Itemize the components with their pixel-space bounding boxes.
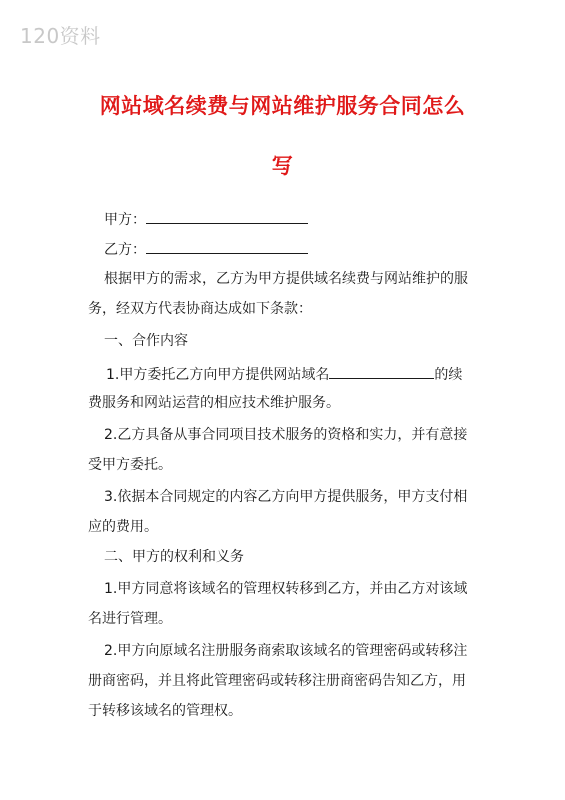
section2-heading: 二、甲方的权利和义务	[104, 549, 244, 565]
item1-2-line2: 受甲方委托。	[88, 457, 172, 473]
item1-1-suffix: 的续	[434, 367, 463, 383]
item1-1-prefix: 1.甲方委托乙方向甲方提供网站域名	[106, 367, 330, 383]
document-title-line1: 网站域名续费与网站维护服务合同怎么	[99, 94, 466, 118]
item1-3-line1: 3.依据本合同规定的内容乙方向甲方提供服务，甲方支付相	[104, 489, 468, 505]
party-a-label: 甲方：	[104, 212, 146, 228]
party-a-field	[104, 211, 308, 227]
intro-line2: 务，经双方代表协商达成如下条款：	[88, 301, 312, 317]
document-title-line2: 写	[271, 154, 294, 178]
item1-1-line2: 费服务和网站运营的相应技术维护服务。	[88, 395, 340, 411]
item2-1-line2: 名进行管理。	[88, 611, 172, 627]
party-b-blank	[146, 241, 308, 254]
watermark: 120资料	[20, 24, 101, 48]
party-b-field	[104, 241, 308, 257]
party-a-blank	[146, 211, 308, 224]
party-b-label: 乙方：	[104, 242, 146, 258]
item1-2-line1: 2.乙方具备从事合同项目技术服务的资格和实力，并有意接	[104, 427, 468, 443]
section1-heading: 一、合作内容	[104, 333, 188, 349]
item2-2-line1: 2.甲方向原域名注册服务商索取该域名的管理密码或转移注	[104, 643, 468, 659]
intro-line1: 根据甲方的需求，乙方为甲方提供域名续费与网站维护的服	[104, 271, 468, 287]
domain-name-blank	[329, 366, 434, 379]
item2-2-line2: 册商密码，并且将此管理密码或转移注册商密码告知乙方，用	[88, 673, 466, 689]
item2-2-line3: 于转移该域名的管理权。	[88, 703, 242, 719]
item1-1-line1	[106, 366, 462, 382]
item1-3-line2: 应的费用。	[88, 519, 158, 535]
item2-1-line1: 1.甲方同意将该域名的管理权转移到乙方，并由乙方对该域	[104, 581, 468, 597]
